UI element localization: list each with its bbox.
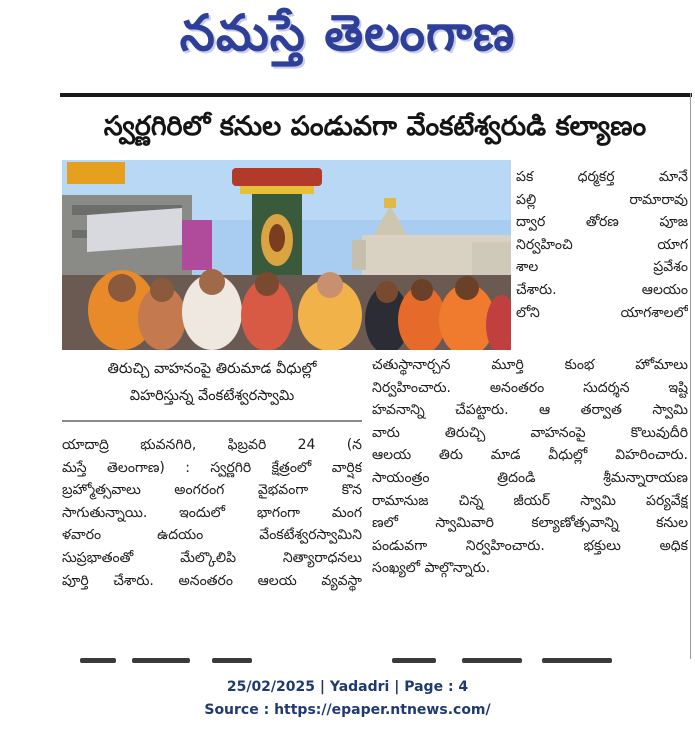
text-line: సాయంత్రం త్రిదండి శ్రీమన్నారాయణ [372,469,688,486]
text-line: సాగుతున్నాయి. ఇందులో భాగంగా మంగ [62,504,362,521]
text-line: పూర్తి చేశారు. అనంతరం ఆలయ వ్యవస్థా [62,572,362,589]
article-photo [62,160,511,350]
text-line: వారు తిరుచ్చి వాహనంపై కొలువుదీరి [372,424,688,441]
text-line: పక ధర్మకర్త మానే [516,169,688,185]
footer-source-line: Source : https://epaper.ntnews.com/ [204,702,491,718]
article-headline: స్వర్ణగిరిలో కనుల పండువగా వేంకటేశ్వరుడి కల్యాణం [103,111,647,142]
text-line: పల్లి రామారావు [516,191,688,208]
text-line: శాల ప్రవేశం [516,259,688,276]
text-line: చతుస్థానార్చన మూర్తి కుంభ హోమాలు [372,357,688,373]
side-column-text [516,166,688,324]
footer-date-line: 25/02/2025 | Yadadri | Page : 4 [226,679,469,695]
left-column-text [62,434,362,592]
right-column-text [372,354,688,580]
text-line: బ్రహ్మోత్సవాలు అంగరంగ వైభవంగా కొన [62,482,362,499]
text-line: ణలో స్వామివారి కల్యాణోత్సవాన్ని కనుల [372,515,688,532]
text-line: చేశారు. ఆలయం [516,281,688,298]
headline-top-rule [60,93,692,97]
caption-line: విహరిస్తున్న వేంకటేశ్వరస్వామి [129,388,295,404]
right-border-rule [690,93,691,659]
text-line: మస్తే తెలంగాణ) : స్వర్ణగిరి క్షేత్రంలో వార్షిక [62,459,362,476]
caption-line: తిరుచ్చి వాహనంపై తిరుమాడ వీధుల్లో [107,361,317,377]
text-line: ళవారం ఉదయం వేంకటేశ్వరస్వామిని [62,527,362,544]
text-line: పండువగా నిర్వహించారు. భక్తులు అధిక [372,537,688,554]
masthead-logo [0,0,695,78]
photo-caption [62,356,362,414]
text-line: రామానుజ చిన్న జీయర్ స్వామి పర్యవేక్ష [372,492,688,509]
text-line: సుప్రభాతంతో మేల్కొలిపి నిత్యారాధనలు [62,549,362,566]
text-line: యాదాద్రి భువనగిరి, ఫిబ్రవరి 24 (న [62,437,362,453]
text-line: నిర్వహించారు. అనంతరం సుదర్శన ఇష్టి [372,379,688,396]
text-line: నిర్వహించి యాగ [516,236,688,253]
text-line: హవనాన్ని చేపట్టారు. ఆ తర్వాత స్వామి [372,402,688,419]
text-line: లోని యాగశాలలో [516,304,688,321]
caption-divider [62,420,362,422]
text-line: ఆలయ తిరు మాడ వీధుల్లో విహరించారు. [372,447,688,464]
cropped-text-strip [62,656,688,664]
text-line: సంఖ్యలో పాల్గొన్నారు. [372,560,491,577]
masthead-logo-text: నమస్తే తెలంగాణ [179,3,516,62]
text-line: ద్వార తోరణ పూజ [516,214,688,231]
page-footer [0,676,695,722]
